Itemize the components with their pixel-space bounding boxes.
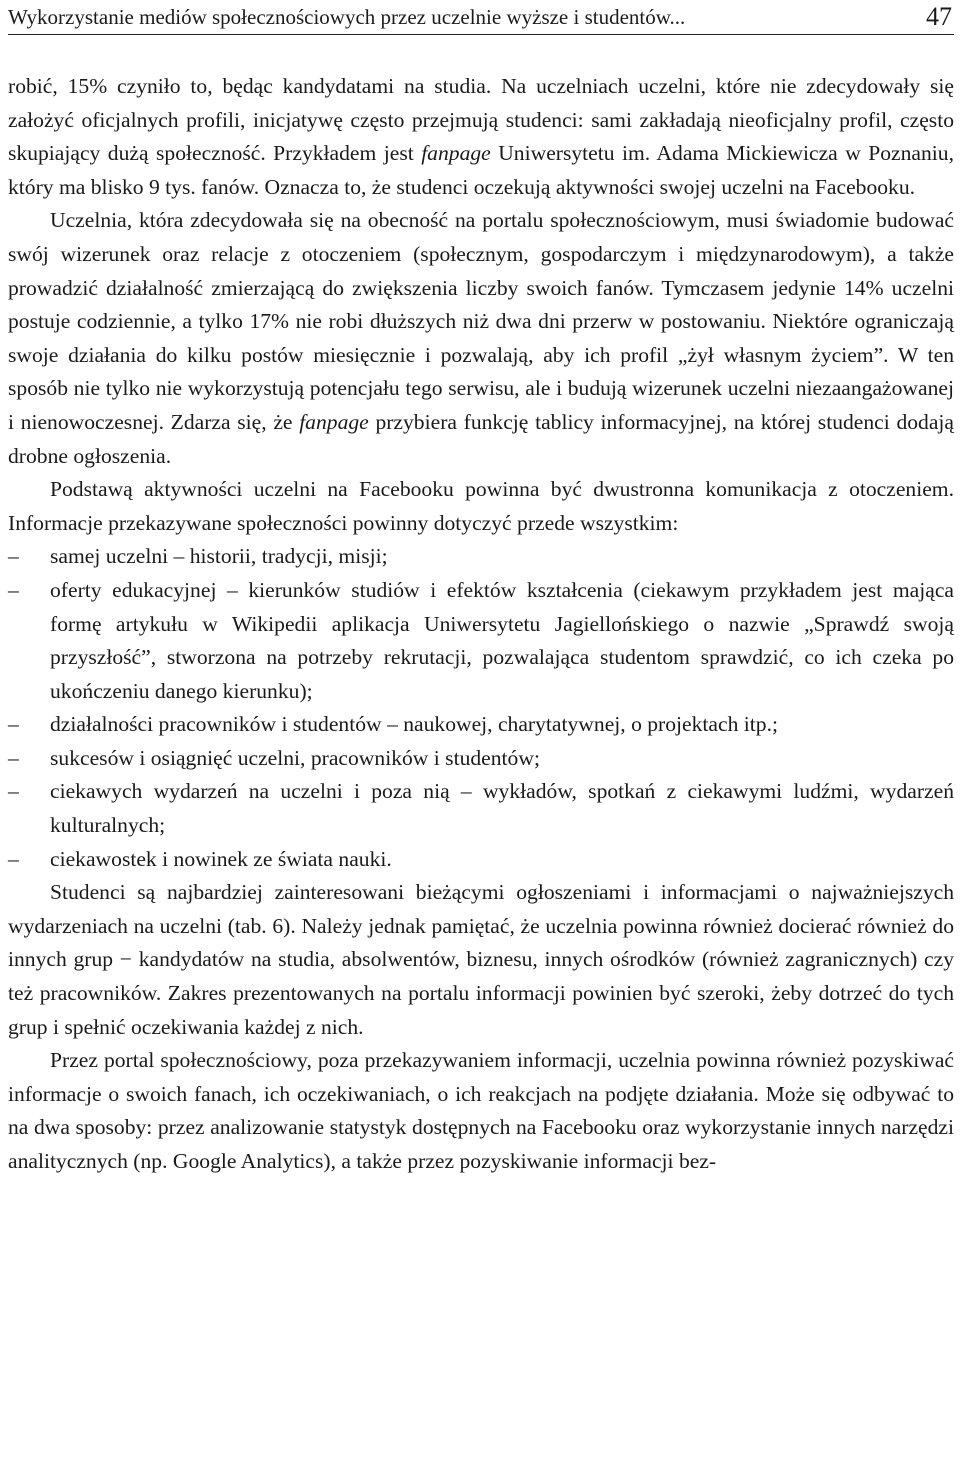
paragraph-1-text-c: Uniwersytetu im. Adama Mickiewicza w Poznaniu, który ma blisko 9 tys. fanów. Oznacza to, że studenci oczekują aktywności swojej uczelni na Facebooku.: [8, 141, 954, 199]
list-item: – działalności pracowników i studentów – naukowej, charytatywnej, o projektach itp.;: [8, 708, 954, 742]
running-title: Wykorzystanie mediów społecznościowych przez uczelnie wyższe i studentów...: [8, 5, 686, 29]
list-item: – samej uczelni – historii, tradycji, misji;: [8, 540, 954, 574]
body-text: [8, 70, 954, 1179]
list-item: – ciekawych wydarzeń na uczelni i poza nią – wykładów, spotkań z ciekawymi ludźmi, wydarzeń kulturalnych;: [8, 775, 954, 842]
document-page: [8, 0, 954, 1179]
list-item: – oferty edukacyjnej – kierunków studiów i efektów kształcenia (ciekawym przykładem jest mająca formę artykułu w Wikipedii aplikacja Uniwersytetu Jagiellońskiego o nazwie „Sprawdź swoją przyszłość”, stworzona na potrzeby rekrutacji, pozwalająca studentom sprawdzić, co ich czeka po ukończeniu danego kierunku);: [8, 574, 954, 708]
paragraph-1: [8, 70, 954, 204]
paragraph-2-italic: fanpage: [299, 409, 369, 434]
paragraph-4: Studenci są najbardziej zainteresowani bieżącymi ogłoszeniami i informacjami o najważniejszych wydarzeniach na uczelni (tab. 6). Należy jednak pamiętać, że uczelnia powinna również docierać również do innych grup − kandydatów na studia, absolwentów, biznesu, innych ośrodków (również zagranicznych) czy też pracowników. Zakres prezentowanych na portalu informacji powinien być szeroki, żeby dotrzeć do tych grup i spełnić oczekiwania każdej z nich.: [8, 880, 954, 1039]
topic-list: [8, 540, 954, 876]
paragraph-2-text-c: przybiera funkcję tablicy informacyjnej, na której studenci dodają drobne ogłoszenia.: [8, 409, 955, 468]
paragraph-2-text-a: Uczelnia, która zdecydowała się na obecność na portalu społecznościowym, musi świadomie budować swój wizerunek oraz relacje z otoczeniem (społecznym, gospodarczym i międzynarodowym), a także prowadzić działalność zmierzającą do zwiększenia liczby swoich fanów. Tymczasem jedynie 14% uczelni postuje codziennie, a tylko 17% nie robi dłuższych niż dwa dni przerw w postowaniu. Niektóre ograniczają swoje działania do kilku postów miesięcznie i pozwalają, aby ich profil „żył własnym życiem”. W ten sposób nie tylko nie wykorzystują potencjału tego serwisu, ale i budują wizerunek uczelni niezaangażowanej i nienowoczesnej. Zdarza się, że: [8, 208, 954, 434]
page-number: 47: [926, 2, 952, 31]
list-item: – ciekawostek i nowinek ze świata nauki.: [8, 843, 954, 877]
paragraph-2: [8, 204, 954, 473]
paragraph-1-italic: fanpage: [421, 141, 491, 166]
running-header: [8, 0, 954, 35]
paragraph-1-text-a: robić, 15% czyniło to, będąc kandydatami na studia. Na uczelniach uczelni, które nie zdecydowały się założyć oficjalnych profili, inicjatywę często przejmują studenci: sami zakładają nieoficjalny profil, często skupiający dużą społeczność. Przykładem jest: [8, 74, 954, 166]
paragraph-3: Podstawą aktywności uczelni na Facebooku powinna być dwustronna komunikacja z otoczeniem. Informacje przekazywane społeczności powinny dotyczyć przede wszystkim:: [8, 477, 954, 535]
list-item: – sukcesów i osiągnięć uczelni, pracowników i studentów;: [8, 742, 954, 776]
paragraph-5: Przez portal społecznościowy, poza przekazywaniem informacji, uczelnia powinna również pozyskiwać informacje o swoich fanach, ich oczekiwaniach, o ich reakcjach na podjęte działania. Może się odbywać to na dwa sposoby: przez analizowanie statystyk dostępnych na Facebooku oraz wykorzystanie innych narzędzi analitycznych (np. Google Analytics), a także przez pozyskiwanie informacji bez-: [8, 1048, 954, 1173]
